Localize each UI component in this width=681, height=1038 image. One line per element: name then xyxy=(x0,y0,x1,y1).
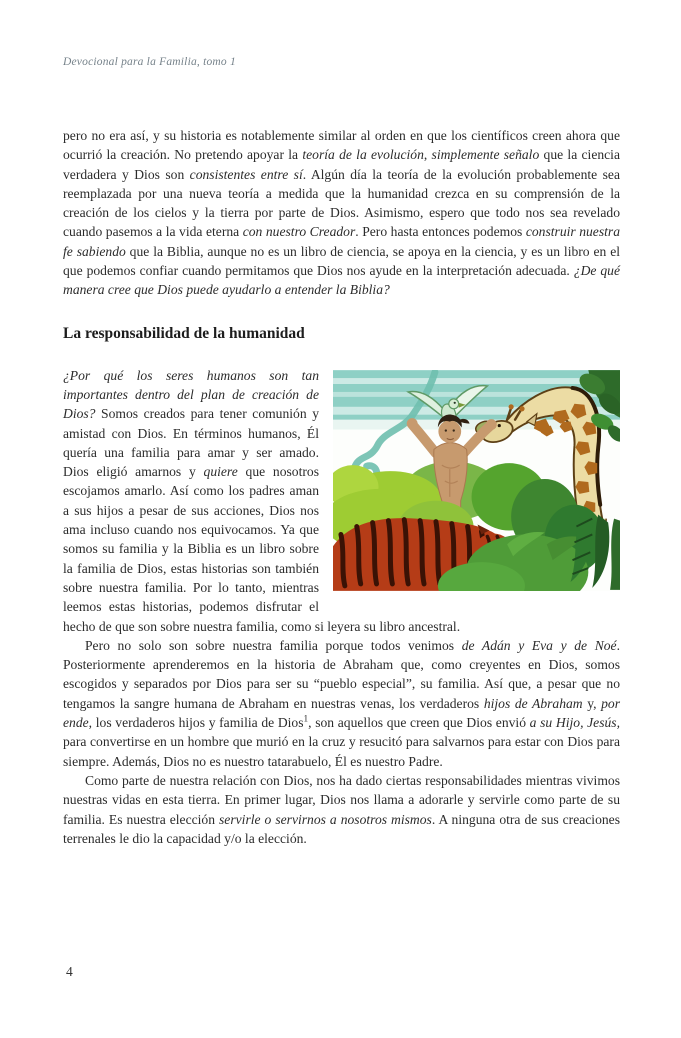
paragraph: Como parte de nuestra relación con Dios, nos ha dado ciertas responsabilidades mientras vivimos nuestras vidas en esta tierra. En primer lugar, Dios nos llama a adorarle y servirle como parte de su familia. Es nuestra elección servirle o servirnos a nosotros mismos. A ninguna otra de sus creaciones terrenales le dio la capacidad y/o la elección. xyxy=(63,772,621,846)
paragraph-with-illustration xyxy=(63,366,620,636)
page-content xyxy=(63,126,620,848)
paragraph-continuation: pero no era así, y su historia es notablemente similar al orden en que los científicos creen ahora que ocurrió la creación. No pretendo apoyar la teoría de la evolución, simplemente señalo que la ciencia verdadera y Dios son consistentes entre sí. Algún día la teoría de la evolución probablemente sea reemplazada por una nueva teoría a medida que la humanidad crezca en su comprensión de la creación de los cielos y la tierra por parte de Dios. Asimismo, espero que todo nos sea revelado cuando pasemos a la vida eterna con nuestro Creador. Pero hasta entonces podemos construir nuestra fe sabiendo que la Biblia, aunque no es un libro de ciencia, se apoya en la ciencia, y es un libro en el que podemos confiar cuando permitamos que Dios nos ayude en la interpretación adecuada. ¿De qué manera cree que Dios puede ayudarlo a entender la Biblia? xyxy=(63,128,621,298)
paragraph-text: ¿Por qué los seres humanos son tan importantes dentro del plan de creación de Dios? Somos creados para tener comunión y amistad con Dios. En términos humanos, Él quería una familia para amar y ser amado. Dios eligió amarnos y quiere que nosotros escojamos amarlo. Así como los padres aman a sus hijos a pesar de sus acciones, Dios nos ama incluso cuando nos equivocamos. Ya que somos su familia y la Biblia es un libro sobre la familia de Dios, estas historias son también sobre nuestra familia. Por lo tanto, mientras leemos estas historias, podemos disfrutar el hecho de que son sobre nuestra familia, como si leyera su libro ancestral. xyxy=(63,367,461,634)
page-number: 4 xyxy=(66,964,73,979)
paragraph: Pero no solo son sobre nuestra familia porque todos venimos de Adán y Eva y de Noé. Posteriormente aprenderemos en la historia de Abraham que, como creyentes en Dios, somos escogidos y separados por Dios para ser su “pueblo especial”, su familia. Así que, a pesar que no tengamos la sangre humana de Abraham en nuestras venas, los verdaderos hijos de Abraham y, por ende, los verdaderos hijos y familia de Dios$^1$, son aquellos que creen que Dios envió a su Hijo, Jesús, para convertirse en un hombre que murió en la cruz y resucitó para salvarnos para estar con Dios para siempre. Además, Dios no es nuestro tatarabuelo, Él es nuestro Padre. xyxy=(63,637,621,769)
running-header: Devocional para la Familia, tomo 1 xyxy=(63,56,236,68)
section-heading: La responsabilidad de la humanidad xyxy=(63,324,305,342)
jungle-illustration xyxy=(333,370,620,591)
